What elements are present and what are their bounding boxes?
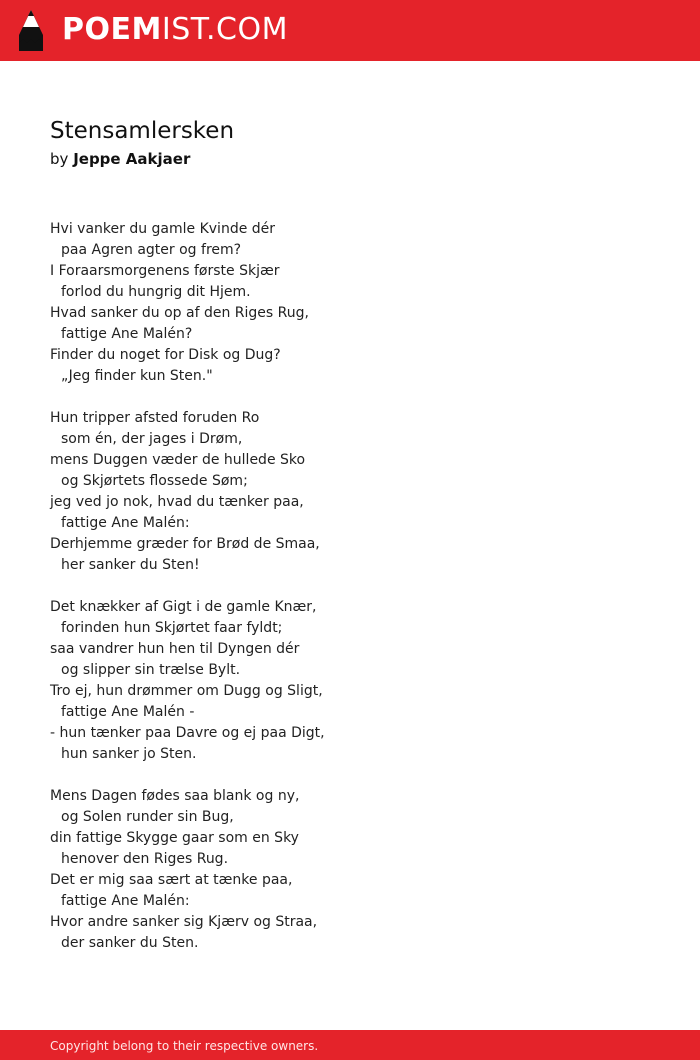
site-header — [0, 0, 700, 61]
poem-line: I Foraarsmorgenens første Skjær — [50, 263, 280, 279]
site-footer — [0, 1030, 700, 1060]
poem-line: Det er mig saa sært at tænke paa, — [50, 872, 293, 888]
poem-line: din fattige Skygge gaar som en Sky — [50, 830, 299, 846]
pencil-logo-icon[interactable] — [17, 9, 45, 52]
poem-line: fattige Ane Malén? — [61, 326, 193, 342]
poem-line: henover den Riges Rug. — [61, 851, 229, 867]
poem-line: hun sanker jo Sten. — [61, 746, 197, 762]
poem-line: jeg ved jo nok, hvad du tænker paa, — [50, 494, 304, 510]
poem-line: saa vandrer hun hen til Dyngen dér — [50, 641, 300, 657]
poem-line: Finder du noget for Disk og Dug? — [50, 347, 281, 363]
poem-stanza — [50, 786, 650, 954]
poem-line: Hun tripper afsted foruden Ro — [50, 410, 260, 426]
poem-line: forlod du hungrig dit Hjem. — [61, 284, 251, 300]
poem-line: og slipper sin trælse Bylt. — [61, 662, 241, 678]
poem-line: fattige Ane Malén - — [61, 704, 195, 720]
poem-body — [50, 219, 650, 975]
poem-line: Hvad sanker du op af den Riges Rug, — [50, 305, 309, 321]
poem-line: fattige Ane Malén: — [61, 893, 190, 909]
site-logo-text[interactable] — [62, 12, 288, 48]
poem-byline — [50, 148, 190, 170]
poem-line: Hvi vanker du gamle Kvinde dér — [50, 221, 276, 237]
poem-line: „Jeg finder kun Sten." — [61, 368, 213, 384]
poem-line: fattige Ane Malén: — [61, 515, 190, 531]
poem-title: Stensamlersken — [50, 118, 235, 144]
footer-copyright: Copyright belong to their respective owners. — [50, 1039, 319, 1053]
poem-line: Det knækker af Gigt i de gamle Knær, — [50, 599, 317, 615]
poem-line: Tro ej, hun drømmer om Dugg og Sligt, — [50, 683, 323, 699]
poem-line: Mens Dagen fødes saa blank og ny, — [50, 788, 300, 804]
poem-line: mens Duggen væder de hullede Sko — [50, 452, 306, 468]
poem-line: som én, der jages i Drøm, — [61, 431, 243, 447]
poem-stanza — [50, 219, 650, 387]
poem-line: Derhjemme græder for Brød de Smaa, — [50, 536, 320, 552]
poem-line: - hun tænker paa Davre og ej paa Digt, — [50, 725, 325, 741]
logo-light-text: IST.COM — [161, 12, 288, 47]
poem-line: og Solen runder sin Bug, — [61, 809, 234, 825]
poem-line: her sanker du Sten! — [61, 557, 200, 573]
by-label: by — [50, 150, 69, 168]
poem-stanza — [50, 408, 650, 576]
poem-author: Jeppe Aakjaer — [73, 150, 191, 168]
poem-line: Hvor andre sanker sig Kjærv og Straa, — [50, 914, 318, 930]
poem-line: forinden hun Skjørtet faar fyldt; — [61, 620, 283, 636]
poem-line: paa Agren agter og frem? — [61, 242, 242, 258]
poem-line: og Skjørtets flossede Søm; — [61, 473, 248, 489]
poem-stanza — [50, 597, 650, 765]
logo-bold-text: POEM — [62, 12, 162, 47]
poem-line: der sanker du Sten. — [61, 935, 199, 951]
